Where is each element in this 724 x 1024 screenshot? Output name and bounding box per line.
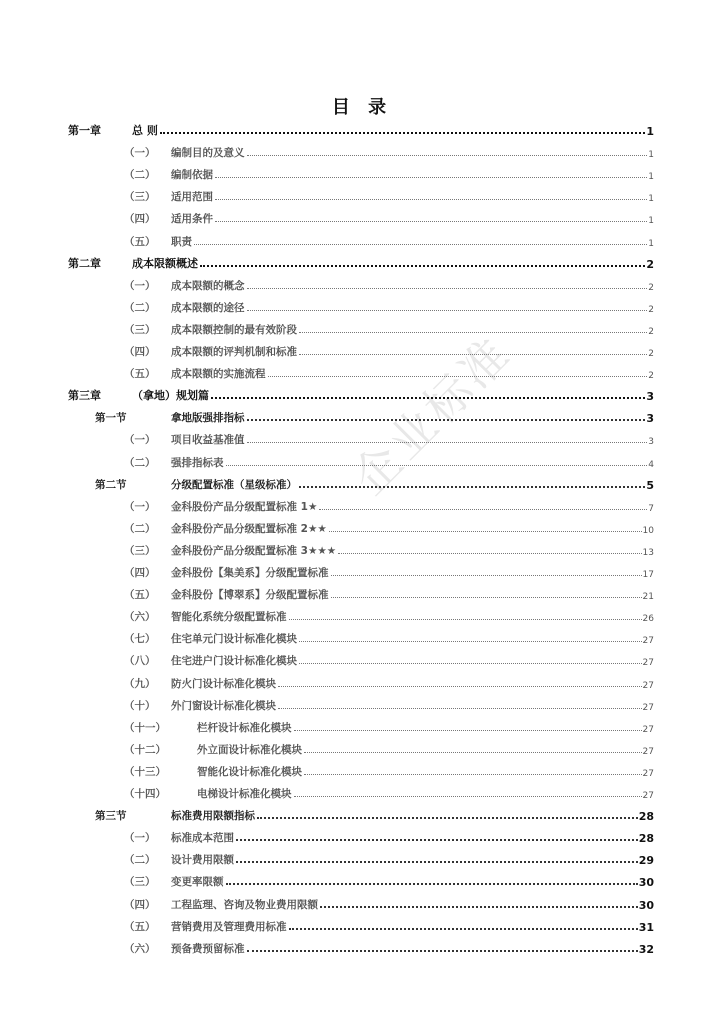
toc-entry-number: 第一节 (95, 412, 127, 425)
dot-leader (294, 795, 642, 797)
toc-entry-number: （四） (124, 213, 156, 226)
toc-entry-page: 3 (646, 390, 654, 404)
toc-entry-page: 29 (638, 854, 654, 868)
toc-entry-title: 金科股份【集美系】分级配置标准 (171, 567, 329, 579)
page-title: 目 录 (331, 97, 393, 118)
toc-entry-number: 第三节 (95, 810, 127, 823)
toc-entry-number: （五） (124, 368, 156, 381)
toc-entry-page: 30 (638, 898, 654, 912)
toc-entry-number: （二） (124, 301, 156, 314)
toc-entry-page: 30 (638, 876, 654, 890)
toc-entry-number: 第二节 (95, 478, 127, 491)
watermark: 企业标准 (342, 325, 522, 505)
toc-entry-title: 智能化设计标准化模块 (197, 765, 302, 778)
toc-entry[interactable] (68, 255, 654, 271)
toc-entry[interactable] (124, 299, 654, 315)
toc-entry-title: 成本限额的概念 (171, 279, 245, 292)
toc-entry-page: 1 (646, 125, 654, 138)
toc-entry-title: 拿地版强排指标 (171, 412, 245, 425)
toc-entry-title: 成本限额的途径 (171, 301, 245, 314)
dot-leader (247, 949, 638, 952)
toc-entry[interactable] (95, 409, 654, 425)
dot-leader (320, 905, 638, 908)
toc-entry-page: 27 (642, 636, 654, 647)
toc-entry-number: （五） (124, 589, 156, 602)
dot-leader (247, 441, 648, 443)
toc-entry[interactable] (124, 785, 654, 801)
toc-entry-title: 金科股份产品分级配置标准 2★★ (171, 522, 327, 535)
dot-leader (294, 729, 642, 731)
toc-entry-title: 变更率限额 (171, 876, 224, 889)
toc-entry-title: 营销费用及管理费用标准 (171, 920, 287, 933)
toc-entry-page: 26 (642, 614, 654, 625)
toc-entry-number: （五） (124, 920, 156, 933)
toc-entry[interactable] (124, 586, 654, 602)
dot-leader (226, 464, 648, 466)
dot-leader (247, 287, 648, 289)
toc-entry-title: 电梯设计标准化模块 (197, 788, 292, 800)
toc-entry-number: 第一章 (68, 124, 101, 137)
dot-leader (247, 418, 646, 421)
toc-entry-title: 智能化系统分级配置标准 (171, 611, 287, 624)
toc-entry-title: 标准费用限额指标 (171, 810, 255, 823)
toc-entry-number: （十） (124, 699, 156, 712)
toc-entry-page: 2 (648, 371, 654, 382)
toc-entry-title: 防火门设计标准化模块 (171, 677, 276, 690)
toc-entry-page: 5 (646, 478, 654, 492)
toc-entry-title: 成本限额的实施流程 (171, 368, 266, 381)
dot-leader (211, 396, 645, 399)
dot-leader (329, 530, 642, 532)
toc-entry-page: 31 (638, 920, 654, 934)
toc-entry-page: 2 (648, 349, 654, 359)
toc-entry-title: 外立面设计标准化模块 (197, 743, 302, 756)
dot-leader (289, 927, 638, 930)
toc-entry-title: 成本限额的评判机制和标准 (171, 346, 297, 358)
dot-leader (200, 264, 645, 267)
toc-entry-number: （二） (124, 522, 156, 535)
toc-entry-title: 外门窗设计标准化模块 (171, 699, 276, 712)
dot-leader (236, 838, 638, 841)
toc-entry-title: 适用范围 (171, 191, 213, 204)
dot-leader (160, 131, 646, 134)
dot-leader (257, 816, 638, 819)
toc-entry-page: 2 (648, 282, 654, 293)
toc-entry-number: （一） (124, 832, 156, 845)
toc-entry[interactable] (124, 365, 654, 381)
dot-leader (331, 596, 642, 598)
toc-entry-page: 2 (648, 304, 654, 315)
dot-leader (236, 860, 638, 863)
dot-leader (304, 773, 642, 775)
toc-entry-number: （四） (124, 567, 156, 579)
toc-entry-title: 总 则 (132, 124, 158, 137)
toc-entry[interactable] (124, 144, 654, 160)
toc-entry[interactable] (124, 277, 654, 293)
toc-entry[interactable] (124, 542, 654, 558)
toc-entry-page: 1 (648, 216, 654, 227)
toc-entry-page: 1 (648, 194, 654, 205)
toc-entry-page: 1 (648, 172, 654, 183)
toc-entry-number: （四） (124, 346, 156, 358)
toc-entry-page: 2 (648, 326, 654, 337)
toc-entry[interactable] (124, 918, 654, 934)
dot-leader (226, 882, 638, 885)
toc-entry-number: 第二章 (68, 256, 101, 270)
toc-entry-page: 17 (642, 570, 654, 580)
toc-entry[interactable] (124, 188, 654, 204)
dot-leader (299, 353, 647, 355)
toc-entry-number: 第三章 (68, 389, 101, 403)
toc-entry-title: 编制目的及意义 (171, 147, 245, 160)
toc-entry[interactable] (124, 520, 654, 536)
toc-entry-number: （六） (124, 942, 156, 955)
toc-entry-number: （七） (124, 633, 156, 646)
dot-leader (247, 309, 648, 311)
toc-entry[interactable] (95, 476, 654, 492)
toc-entry-number: （十四） (124, 788, 166, 800)
toc-entry-number: （八） (124, 655, 156, 668)
toc-entry-page: 27 (642, 658, 654, 669)
toc-entry-number: （一） (124, 279, 156, 292)
toc-entry-page: 3 (648, 437, 654, 448)
dot-leader (299, 662, 642, 664)
toc-entry-page: 10 (642, 525, 654, 536)
toc-entry[interactable] (124, 851, 654, 867)
toc-entry[interactable] (124, 210, 654, 226)
toc-entry[interactable] (124, 233, 654, 249)
toc-entry-number: （九） (124, 677, 156, 690)
toc-entry-number: （一） (124, 434, 156, 447)
toc-entry-page: 27 (642, 768, 654, 779)
dot-leader (331, 574, 642, 576)
toc-entry-page: 27 (642, 746, 654, 757)
toc-entry-number: （二） (124, 169, 156, 182)
toc-entry-page: 27 (642, 680, 654, 691)
toc-entry-title: 成本限额控制的最有效阶段 (171, 323, 297, 336)
toc-entry[interactable] (124, 940, 654, 956)
toc-entry-title: 编制依据 (171, 169, 213, 182)
toc-entry-title: 金科股份产品分级配置标准 1★ (171, 500, 318, 513)
toc-entry[interactable] (124, 343, 654, 359)
toc-entry-number: （三） (124, 323, 156, 336)
toc-entry-number: （六） (124, 611, 156, 624)
toc-entry[interactable] (124, 630, 654, 646)
toc-entry-page: 4 (648, 459, 654, 470)
dot-leader (304, 751, 642, 753)
dot-leader (299, 485, 645, 488)
toc-entry-title: （拿地）规划篇 (132, 389, 209, 403)
toc-entry[interactable] (95, 807, 654, 823)
toc-entry-page: 1 (648, 238, 654, 249)
toc-entry-number: （十一） (124, 721, 166, 734)
toc-entry-title: 栏杆设计标准化模块 (197, 721, 292, 734)
toc-entry[interactable] (68, 122, 654, 138)
toc-entry-page: 28 (638, 810, 654, 824)
toc-entry-number: （四） (124, 898, 156, 911)
toc-entry[interactable] (124, 564, 654, 580)
toc-entry-page: 21 (642, 592, 654, 603)
toc-entry[interactable] (124, 321, 654, 337)
dot-leader (215, 198, 647, 200)
toc-entry[interactable] (124, 697, 654, 713)
dot-leader (194, 243, 647, 245)
toc-entry-title: 预备费预留标准 (171, 942, 245, 955)
toc-entry-title: 标准成本范围 (171, 832, 234, 845)
toc-entry-page: 13 (642, 547, 654, 558)
dot-leader (299, 331, 647, 333)
toc-entry-number: （二） (124, 456, 156, 469)
toc-entry-page: 3 (646, 412, 654, 426)
dot-leader (319, 508, 647, 510)
toc-entry-number: （三） (124, 876, 156, 889)
dot-leader (247, 154, 648, 156)
toc-entry-title: 成本限额概述 (132, 256, 198, 270)
dot-leader (268, 375, 648, 377)
toc-entry-number: （一） (124, 500, 156, 513)
toc-entry-page: 27 (642, 702, 654, 713)
dot-leader (278, 685, 642, 687)
toc-entry-title: 金科股份产品分级配置标准 3★★★ (171, 544, 337, 557)
toc-entry-title: 适用条件 (171, 213, 213, 226)
toc-entry[interactable] (124, 741, 654, 757)
dot-leader (338, 552, 641, 554)
dot-leader (215, 176, 647, 178)
toc-entry-title: 项目收益基准值 (171, 434, 245, 447)
toc-entry-number: （五） (124, 235, 156, 248)
toc-entry-title: 分级配置标准（星级标准） (171, 478, 297, 491)
toc-entry-number: （三） (124, 191, 156, 204)
toc-entry[interactable] (124, 719, 654, 735)
toc-entry[interactable] (124, 652, 654, 668)
toc-entry-number: （十三） (124, 765, 166, 778)
toc-entry-page: 28 (638, 832, 654, 846)
toc-entry[interactable] (124, 608, 654, 624)
toc-entry-title: 住宅进户门设计标准化模块 (171, 655, 297, 668)
toc-entry-page: 2 (646, 257, 654, 271)
dot-leader (278, 707, 642, 709)
toc-entry[interactable] (124, 166, 654, 182)
toc-entry-page: 7 (648, 503, 654, 514)
dot-leader (299, 640, 642, 642)
toc-entry-title: 职责 (171, 235, 192, 248)
dot-leader (215, 220, 647, 222)
toc-entry-title: 设计费用限额 (171, 854, 234, 867)
toc-entry-page: 27 (642, 724, 654, 735)
toc-entry-number: （二） (124, 854, 156, 867)
toc-entry[interactable] (124, 498, 654, 514)
toc-entry-number: （一） (124, 147, 156, 160)
toc-entry-number: （三） (124, 544, 156, 557)
toc-entry[interactable] (124, 873, 654, 889)
toc-entry-page: 27 (642, 791, 654, 801)
toc-entry-title: 住宅单元门设计标准化模块 (171, 633, 297, 646)
toc-entry[interactable] (124, 431, 654, 447)
toc-entry-title: 强排指标表 (171, 456, 224, 469)
toc-entry-title: 金科股份【博翠系】分级配置标准 (171, 589, 329, 602)
toc-entry-title: 工程监理、咨询及物业费用限额 (171, 898, 318, 911)
toc-entry-page: 32 (638, 942, 654, 956)
toc-entry[interactable] (124, 454, 654, 470)
toc-entry[interactable] (68, 387, 654, 403)
dot-leader (289, 618, 642, 620)
toc-entry[interactable] (124, 829, 654, 845)
toc-entry-number: （十二） (124, 743, 166, 756)
toc-entry[interactable] (124, 675, 654, 691)
toc-entry[interactable] (124, 763, 654, 779)
toc-entry[interactable] (124, 896, 654, 912)
toc-entry-page: 1 (648, 150, 654, 161)
